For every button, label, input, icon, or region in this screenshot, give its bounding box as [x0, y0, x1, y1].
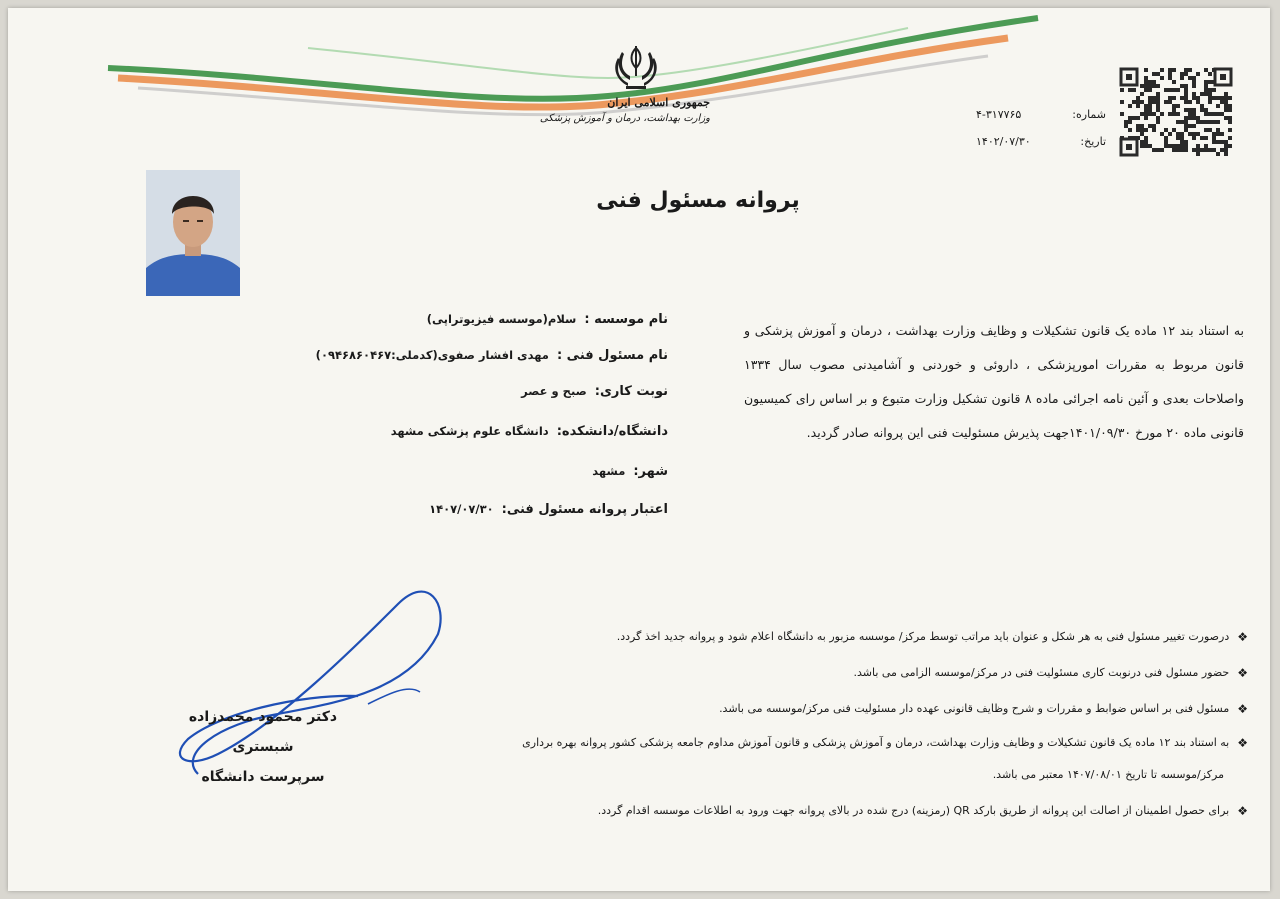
- date-row: [976, 135, 1106, 148]
- qr-module: [1228, 116, 1232, 120]
- qr-module: [1148, 104, 1152, 108]
- qr-module: [1196, 116, 1200, 120]
- qr-module: [1136, 96, 1140, 100]
- qr-module: [1136, 104, 1140, 108]
- qr-module: [1168, 72, 1172, 76]
- qr-module: [1216, 96, 1220, 100]
- qr-module: [1172, 104, 1176, 108]
- qr-module: [1144, 68, 1148, 72]
- qr-module: [1144, 108, 1148, 112]
- qr-module: [1196, 100, 1200, 104]
- field-university: [391, 424, 668, 439]
- qr-module: [1200, 120, 1204, 124]
- qr-module: [1140, 140, 1144, 144]
- qr-module: [1164, 100, 1168, 104]
- qr-code-icon[interactable]: [1118, 66, 1234, 158]
- qr-module: [1184, 88, 1188, 92]
- qr-module: [1180, 120, 1184, 124]
- qr-module: [1148, 112, 1152, 116]
- qr-module: [1184, 144, 1188, 148]
- qr-module: [1192, 132, 1196, 136]
- qr-module: [1224, 116, 1228, 120]
- qr-module: [1176, 148, 1180, 152]
- qr-module: [1188, 116, 1192, 120]
- qr-module: [1156, 72, 1160, 76]
- qr-module: [1216, 140, 1220, 144]
- qr-module: [1168, 88, 1172, 92]
- qr-module: [1168, 96, 1172, 100]
- qr-module: [1184, 96, 1188, 100]
- field-technical-manager: [316, 348, 668, 363]
- qr-module: [1184, 72, 1188, 76]
- qr-module: [1140, 84, 1144, 88]
- field-label: شهر:: [633, 464, 668, 479]
- qr-module: [1164, 140, 1168, 144]
- note-item: [617, 630, 1248, 644]
- field-institution: [427, 312, 668, 327]
- qr-module: [1184, 116, 1188, 120]
- number-value: ۴-۳۱۷۷۶۵: [976, 108, 1022, 121]
- qr-module: [1208, 100, 1212, 104]
- qr-module: [1172, 68, 1176, 72]
- qr-module: [1152, 80, 1156, 84]
- signer-role: سرپرست دانشگاه: [201, 769, 325, 785]
- qr-module: [1200, 92, 1204, 96]
- qr-module: [1228, 136, 1232, 140]
- qr-module: [1172, 148, 1176, 152]
- qr-module: [1200, 148, 1204, 152]
- qr-module: [1184, 68, 1188, 72]
- qr-module: [1136, 100, 1140, 104]
- qr-module: [1144, 116, 1148, 120]
- qr-module: [1208, 112, 1212, 116]
- iran-emblem-icon: [608, 42, 664, 94]
- qr-module: [1196, 152, 1200, 156]
- qr-module: [1184, 148, 1188, 152]
- qr-module: [1152, 112, 1156, 116]
- qr-module: [1184, 108, 1188, 112]
- note-text: درصورت تغییر مسئول فنی به هر شکل و عنوان باید مراتب توسط مرکز/ موسسه مزبور به دانشگاه اعلام شود و پروانه جدید اخذ گردد.: [616, 630, 1230, 643]
- qr-module: [1132, 88, 1136, 92]
- qr-module: [1204, 92, 1208, 96]
- qr-module: [1212, 132, 1216, 136]
- qr-module: [1216, 128, 1220, 132]
- ministry-name: وزارت بهداشت، درمان و آموزش پزشکی: [539, 113, 710, 124]
- qr-module: [1148, 80, 1152, 84]
- qr-module: [1156, 148, 1160, 152]
- qr-module: [1168, 76, 1172, 80]
- diamond-bullet-icon: ❖: [1237, 630, 1248, 644]
- qr-module: [1168, 112, 1172, 116]
- qr-module: [1188, 68, 1192, 72]
- qr-module: [1196, 132, 1200, 136]
- qr-module: [1176, 88, 1180, 92]
- qr-module: [1192, 148, 1196, 152]
- qr-module: [1192, 80, 1196, 84]
- field-label: نوبت کاری:: [594, 384, 668, 399]
- qr-module: [1156, 120, 1160, 124]
- date-label: تاریخ:: [1080, 135, 1106, 148]
- qr-module: [1208, 88, 1212, 92]
- qr-module: [1196, 120, 1200, 124]
- qr-module: [1204, 112, 1208, 116]
- intro-paragraph: به استناد بند ۱۲ ماده یک قانون تشکیلات و وظایف وزارت بهداشت ، درمان و آموزش پزشکی و قانون مربوط به مقررات امورپزشکی ، داروئی و خوردنی و آشامیدنی مصوب سال ۱۳۳۴ واصلاحات بعدی و آئین نامه اجرائی ماده ۸ قانون تشکیل وزارت متبوع و بر اساس رای کمیسیون قانونی ماده ۲۰ مورخ ۱۴۰۱/۰۹/۳۰جهت پذیرش مسئولیت فنی این پروانه صادر گردید.: [744, 323, 1245, 440]
- qr-module: [1144, 128, 1148, 132]
- qr-module: [1164, 136, 1168, 140]
- qr-module: [1124, 124, 1128, 128]
- qr-module: [1144, 144, 1148, 148]
- qr-module: [1204, 120, 1208, 124]
- qr-module: [1184, 120, 1188, 124]
- qr-module: [1148, 108, 1152, 112]
- note-item: [719, 702, 1248, 716]
- qr-module: [1172, 108, 1176, 112]
- qr-module: [1168, 132, 1172, 136]
- qr-module: [1120, 100, 1124, 104]
- qr-module: [1140, 124, 1144, 128]
- qr-module: [1216, 120, 1220, 124]
- qr-module: [1176, 136, 1180, 140]
- qr-module: [1208, 128, 1212, 132]
- qr-module: [1168, 100, 1172, 104]
- qr-module: [1204, 108, 1208, 112]
- qr-module: [1212, 112, 1216, 116]
- field-value: سلام(موسسه فیزیوتراپی): [426, 312, 577, 326]
- qr-module: [1168, 68, 1172, 72]
- qr-module: [1212, 120, 1216, 124]
- qr-module: [1208, 96, 1212, 100]
- qr-module: [1156, 116, 1160, 120]
- qr-module: [1140, 132, 1144, 136]
- qr-module: [1128, 120, 1132, 124]
- note-text: به استناد بند ۱۲ ماده یک قانون تشکیلات و وظایف وزارت بهداشت، درمان و آموزش پزشکی و قانون آموزش مداوم جامعه پزشکی کشور پروانه بهره برداری: [522, 736, 1230, 749]
- field-validity: [429, 502, 668, 517]
- qr-module: [1204, 68, 1208, 72]
- qr-module: [1184, 128, 1188, 132]
- qr-module: [1188, 100, 1192, 104]
- qr-module: [1196, 148, 1200, 152]
- license-document: [8, 8, 1270, 891]
- qr-module: [1172, 88, 1176, 92]
- field-label: نام موسسه :: [584, 312, 668, 327]
- qr-module: [1220, 112, 1224, 116]
- qr-module: [1216, 132, 1220, 136]
- field-value: دانشگاه علوم پزشکی مشهد: [390, 424, 549, 438]
- qr-module: [1188, 132, 1192, 136]
- qr-module: [1156, 92, 1160, 96]
- qr-module: [1208, 92, 1212, 96]
- signer-name: دکتر محمود محمدزاده شبستری: [188, 709, 338, 755]
- qr-module: [1208, 120, 1212, 124]
- qr-module: [1188, 76, 1192, 80]
- qr-module: [1180, 84, 1184, 88]
- qr-module: [1196, 72, 1200, 76]
- qr-module: [1192, 76, 1196, 80]
- qr-module: [1220, 96, 1224, 100]
- qr-module: [1160, 112, 1164, 116]
- qr-module: [1148, 88, 1152, 92]
- field-label: اعتبار پروانه مسئول فنی:: [501, 502, 668, 517]
- qr-module: [1224, 92, 1228, 96]
- qr-module: [1204, 84, 1208, 88]
- qr-module: [1192, 112, 1196, 116]
- qr-module: [1176, 120, 1180, 124]
- qr-module: [1144, 76, 1148, 80]
- qr-module: [1132, 100, 1136, 104]
- qr-module: [1172, 112, 1176, 116]
- diamond-bullet-icon: ❖: [1237, 804, 1248, 818]
- qr-module: [1160, 76, 1164, 80]
- qr-module: [1180, 148, 1184, 152]
- qr-module: [1192, 84, 1196, 88]
- qr-module: [1200, 136, 1204, 140]
- qr-module: [1156, 96, 1160, 100]
- qr-module: [1180, 140, 1184, 144]
- qr-module: [1136, 128, 1140, 132]
- qr-module: [1164, 128, 1168, 132]
- qr-module: [1216, 112, 1220, 116]
- field-shift: [521, 384, 668, 399]
- qr-module: [1156, 100, 1160, 104]
- qr-module: [1140, 128, 1144, 132]
- qr-module: [1200, 104, 1204, 108]
- qr-module: [1184, 140, 1188, 144]
- qr-module: [1220, 132, 1224, 136]
- qr-module: [1172, 128, 1176, 132]
- qr-module: [1180, 132, 1184, 136]
- qr-module: [1188, 112, 1192, 116]
- field-value: ۱۴۰۷/۰۷/۳۰: [429, 502, 494, 516]
- qr-module: [1200, 108, 1204, 112]
- qr-module: [1176, 112, 1180, 116]
- qr-module: [1140, 112, 1144, 116]
- qr-module: [1228, 108, 1232, 112]
- ministry-header: [540, 96, 710, 124]
- qr-module: [1204, 88, 1208, 92]
- qr-module: [1196, 144, 1200, 148]
- note-text: مسئول فنی بر اساس ضوابط و مقررات و شرح وظایف قانونی عهده دار مسئولیت فنی مرکز/موسسه می باشد.: [719, 702, 1230, 715]
- qr-module: [1192, 136, 1196, 140]
- note-item: [522, 736, 1248, 750]
- qr-module: [1168, 144, 1172, 148]
- note-item: [598, 804, 1248, 818]
- qr-module: [1216, 152, 1220, 156]
- qr-module: [1224, 108, 1228, 112]
- field-value: صبح و عصر: [521, 384, 587, 398]
- qr-module: [1120, 112, 1124, 116]
- qr-module: [1204, 128, 1208, 132]
- qr-module: [1152, 84, 1156, 88]
- qr-module: [1212, 140, 1216, 144]
- qr-module: [1164, 88, 1168, 92]
- qr-module: [1180, 144, 1184, 148]
- qr-module: [1144, 140, 1148, 144]
- qr-module: [1212, 96, 1216, 100]
- qr-module: [1204, 136, 1208, 140]
- qr-module: [1228, 128, 1232, 132]
- qr-module: [1152, 72, 1156, 76]
- qr-module: [1136, 116, 1140, 120]
- qr-module: [1128, 128, 1132, 132]
- qr-module: [1176, 132, 1180, 136]
- date-value: ۱۴۰۲/۰۷/۳۰: [976, 135, 1031, 148]
- qr-module: [1180, 136, 1184, 140]
- qr-module: [1208, 80, 1212, 84]
- holder-photo: [146, 170, 240, 296]
- qr-module: [1204, 80, 1208, 84]
- qr-module: [1224, 104, 1228, 108]
- qr-module: [1148, 100, 1152, 104]
- qr-module: [1224, 100, 1228, 104]
- qr-module: [1188, 108, 1192, 112]
- note-item: [853, 666, 1248, 680]
- qr-module: [1220, 148, 1224, 152]
- qr-module: [1184, 124, 1188, 128]
- qr-module: [1160, 132, 1164, 136]
- qr-module: [1128, 88, 1132, 92]
- qr-module: [1172, 144, 1176, 148]
- qr-module: [1160, 148, 1164, 152]
- qr-module: [1144, 80, 1148, 84]
- qr-module: [1140, 92, 1144, 96]
- qr-module: [1152, 128, 1156, 132]
- qr-module: [1204, 148, 1208, 152]
- qr-module: [1184, 92, 1188, 96]
- qr-module: [1164, 144, 1168, 148]
- qr-module: [1128, 116, 1132, 120]
- qr-module: [1128, 104, 1132, 108]
- qr-module: [1144, 112, 1148, 116]
- note-text: برای حصول اطمینان از اصالت این پروانه از طریق بارکد QR (رمزینه) درج شده در بالای پروانه جهت ورود به اطلاعات موسسه اقدام گردد.: [597, 804, 1230, 817]
- field-city: [592, 464, 668, 479]
- qr-module: [1124, 120, 1128, 124]
- qr-module: [1204, 144, 1208, 148]
- field-label: نام مسئول فنی :: [556, 348, 668, 363]
- field-value: مهدی افشار صفوی(کدملی:۰۹۴۶۸۶۰۴۶۷): [315, 348, 549, 362]
- qr-module: [1184, 100, 1188, 104]
- qr-module: [1220, 140, 1224, 144]
- qr-module: [1144, 104, 1148, 108]
- qr-module: [1148, 124, 1152, 128]
- qr-module: [1144, 88, 1148, 92]
- diamond-bullet-icon: ❖: [1237, 702, 1248, 716]
- note-text: مرکز/موسسه تا تاریخ ۱۴۰۷/۰۸/۰۱ معتبر می باشد.: [992, 768, 1224, 781]
- qr-module: [1192, 108, 1196, 112]
- field-value: مشهد: [592, 464, 626, 478]
- qr-module: [1172, 80, 1176, 84]
- qr-module: [1132, 116, 1136, 120]
- qr-module: [1228, 144, 1232, 148]
- qr-module: [1136, 124, 1140, 128]
- qr-module: [1228, 96, 1232, 100]
- qr-module: [1152, 148, 1156, 152]
- qr-module: [1220, 100, 1224, 104]
- qr-module: [1224, 152, 1228, 156]
- qr-module: [1140, 100, 1144, 104]
- country-name: جمهوری اسلامی ایران: [607, 96, 710, 109]
- qr-module: [1212, 88, 1216, 92]
- qr-module: [1172, 96, 1176, 100]
- note-text: حضور مسئول فنی درنوبت کاری مسئولیت فنی در مرکز/موسسه الزامی می باشد.: [853, 666, 1230, 679]
- document-meta: [976, 108, 1106, 162]
- qr-module: [1224, 140, 1228, 144]
- qr-module: [1196, 96, 1200, 100]
- qr-module: [1140, 144, 1144, 148]
- qr-module: [1224, 96, 1228, 100]
- qr-module: [1216, 104, 1220, 108]
- signer-block: [158, 702, 368, 792]
- field-label: دانشگاه/دانشکده:: [556, 424, 668, 439]
- number-label: شماره:: [1072, 108, 1106, 121]
- qr-module: [1152, 100, 1156, 104]
- qr-module: [1144, 84, 1148, 88]
- qr-module: [1180, 72, 1184, 76]
- qr-module: [1224, 148, 1228, 152]
- qr-module: [1212, 136, 1216, 140]
- qr-module: [1120, 88, 1124, 92]
- qr-module: [1148, 84, 1152, 88]
- qr-module: [1208, 148, 1212, 152]
- qr-module: [1156, 84, 1160, 88]
- qr-module: [1192, 116, 1196, 120]
- document-title: پروانه مسئول فنی: [596, 188, 800, 213]
- diamond-bullet-icon: ❖: [1237, 736, 1248, 750]
- qr-module: [1192, 92, 1196, 96]
- qr-module: [1144, 136, 1148, 140]
- qr-module: [1184, 84, 1188, 88]
- qr-module: [1228, 104, 1232, 108]
- qr-module: [1176, 104, 1180, 108]
- number-row: [976, 108, 1106, 121]
- qr-module: [1176, 144, 1180, 148]
- qr-module: [1180, 76, 1184, 80]
- qr-module: [1188, 124, 1192, 128]
- note-continuation: [993, 768, 1224, 781]
- qr-module: [1212, 148, 1216, 152]
- qr-module: [1228, 120, 1232, 124]
- qr-module: [1156, 108, 1160, 112]
- qr-module: [1148, 96, 1152, 100]
- qr-module: [1148, 144, 1152, 148]
- qr-module: [1180, 96, 1184, 100]
- qr-module: [1192, 124, 1196, 128]
- qr-module: [1160, 68, 1164, 72]
- qr-module: [1224, 144, 1228, 148]
- qr-module: [1156, 104, 1160, 108]
- diamond-bullet-icon: ❖: [1237, 666, 1248, 680]
- qr-module: [1208, 72, 1212, 76]
- qr-module: [1152, 96, 1156, 100]
- qr-module: [1152, 124, 1156, 128]
- qr-module: [1192, 96, 1196, 100]
